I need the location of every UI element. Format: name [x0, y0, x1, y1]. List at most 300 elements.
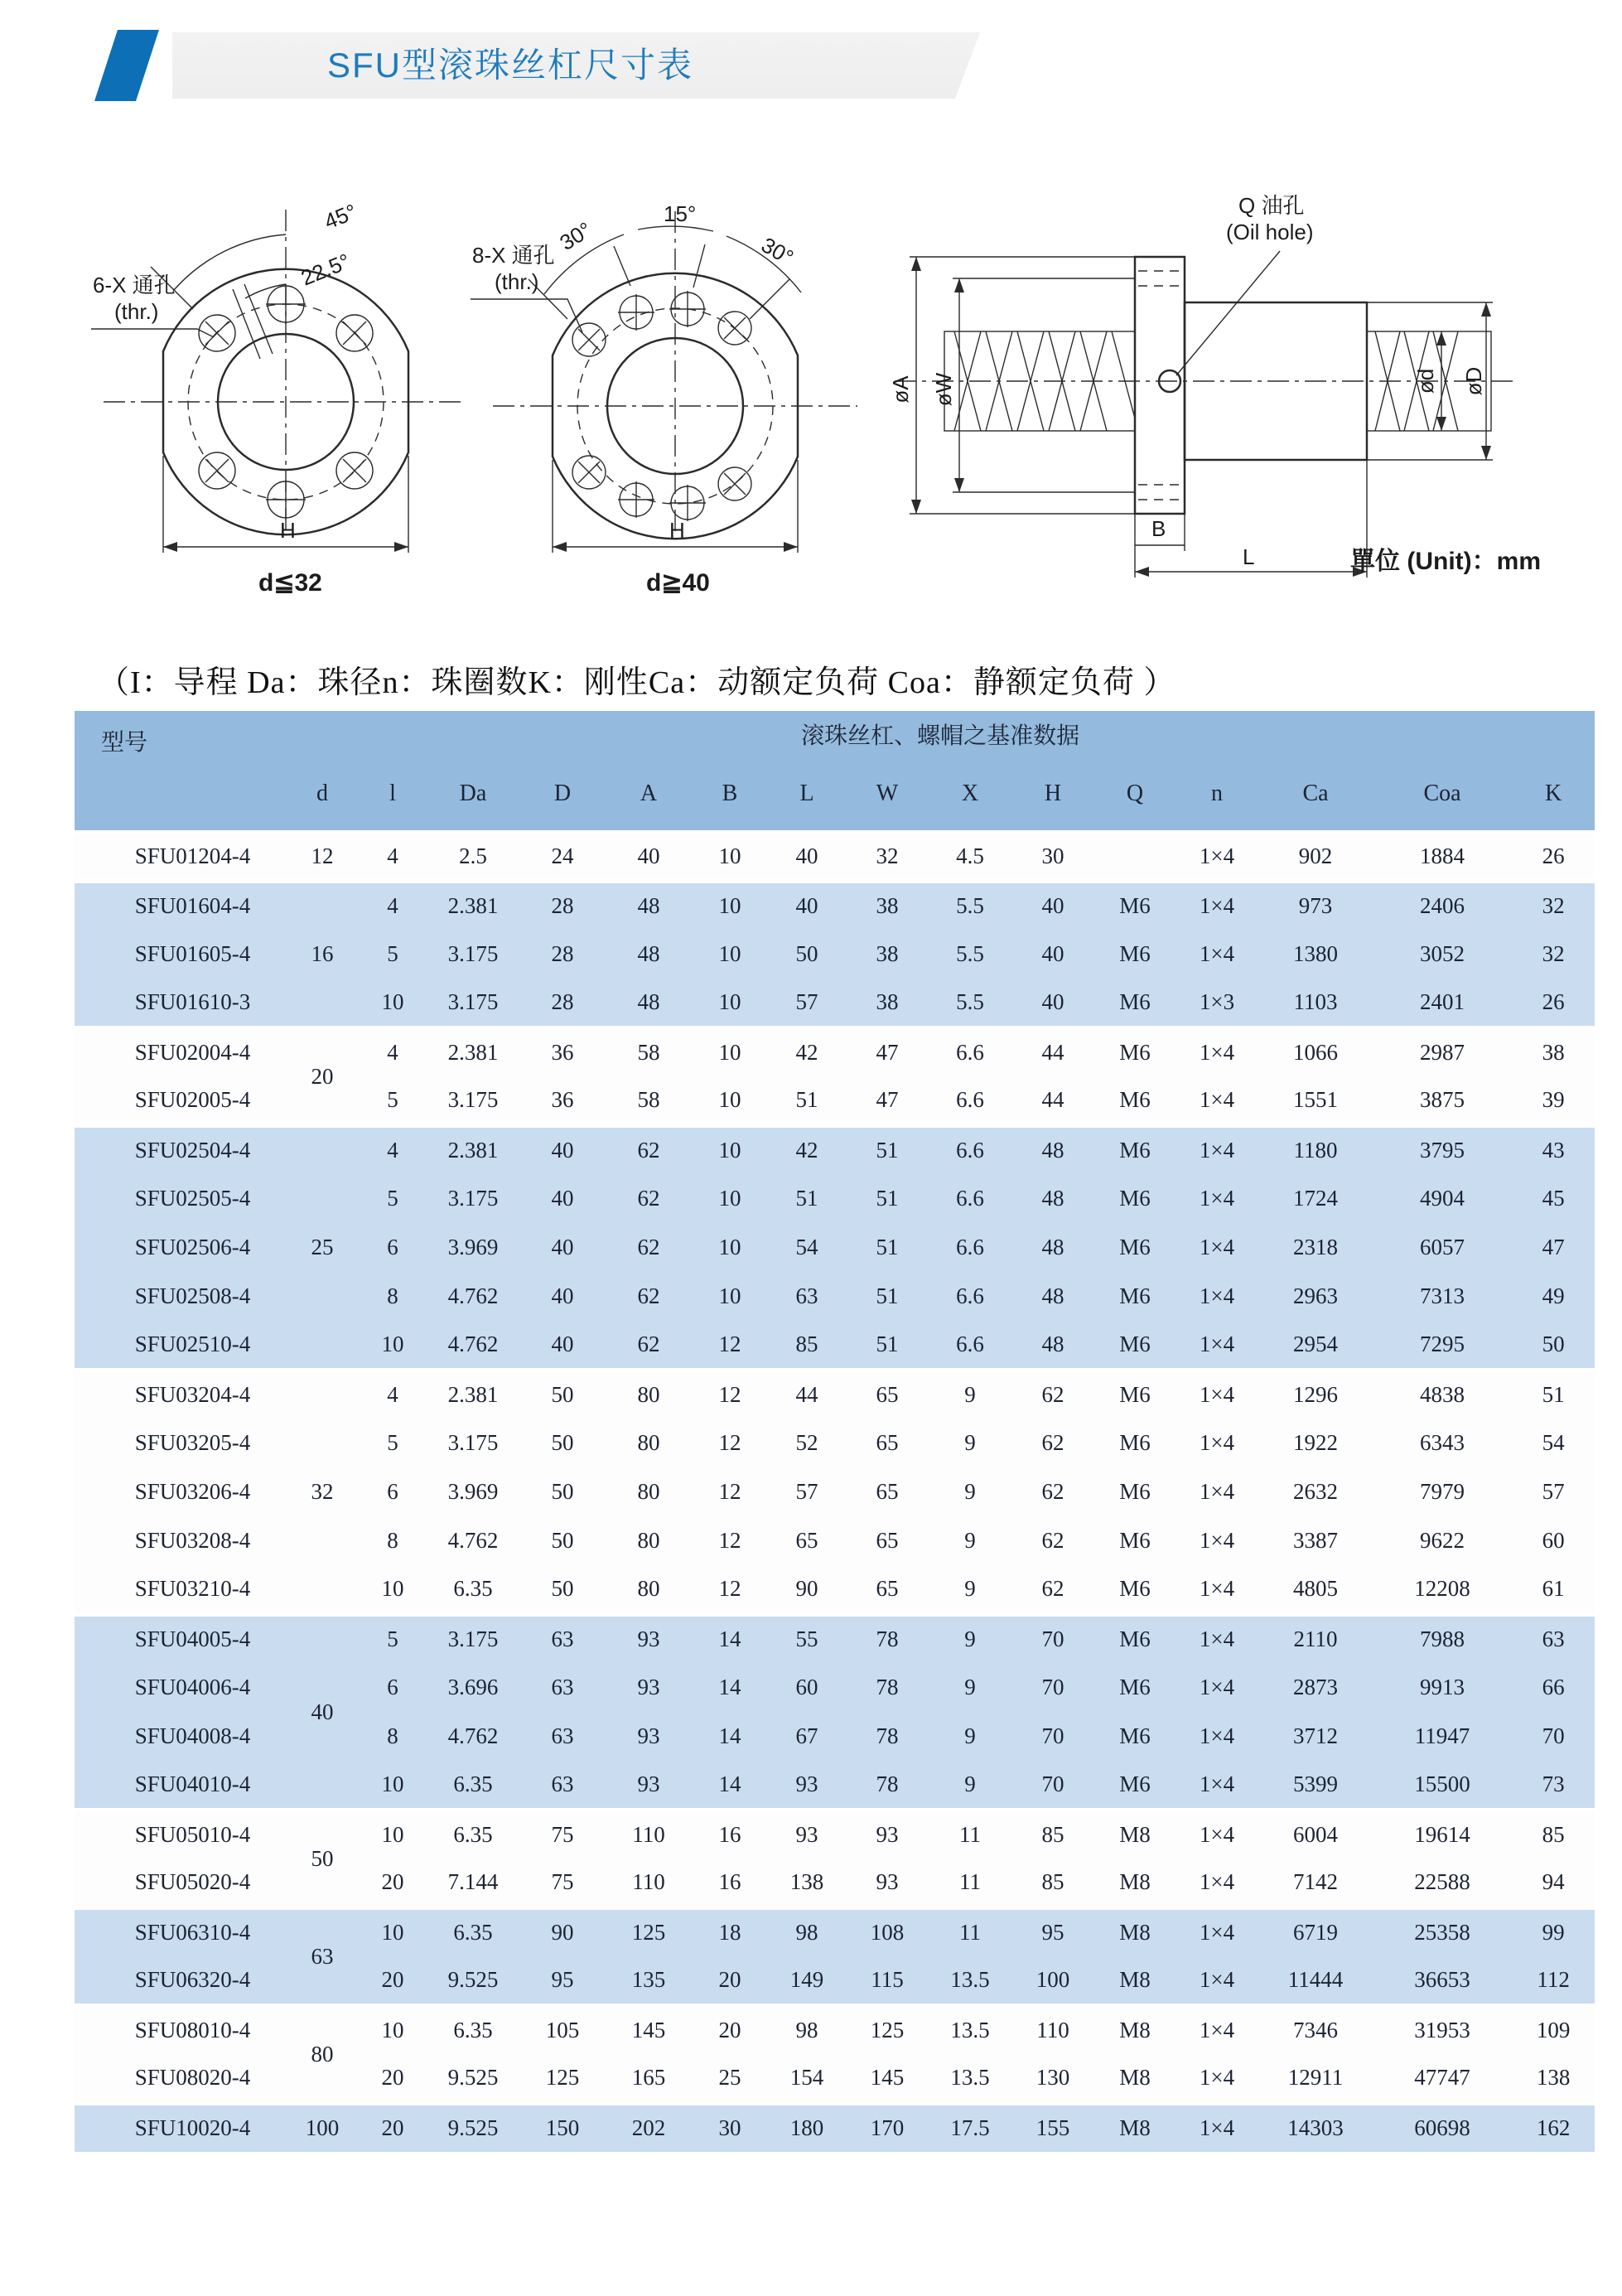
value-cell: 1×4 — [1175, 1272, 1258, 1321]
column-header-B: B — [692, 757, 768, 832]
value-cell: 9 — [929, 1419, 1011, 1467]
value-cell: 50 — [286, 1810, 359, 1907]
value-cell: 48 — [1011, 1125, 1094, 1174]
value-cell: 63 — [768, 1272, 846, 1321]
value-cell: 1×4 — [1175, 1761, 1258, 1810]
oil-hole-label: Q 油孔 — [1238, 193, 1305, 218]
value-cell: 6 — [359, 1663, 427, 1712]
value-cell: 38 — [846, 979, 929, 1027]
hole-count-label: 6-X 通孔 — [93, 273, 176, 297]
value-cell: 100 — [286, 2103, 359, 2152]
value-cell: 47 — [846, 1027, 929, 1076]
value-cell: 12 — [692, 1321, 768, 1370]
table-row — [75, 832, 1595, 881]
value-cell: 4 — [359, 832, 427, 881]
value-cell: 2.381 — [427, 1027, 519, 1076]
value-cell: 80 — [606, 1565, 692, 1614]
model-cell: SFU04005-4 — [75, 1614, 286, 1663]
value-cell: 1×4 — [1175, 1321, 1258, 1370]
legend-line: （I：导程 Da：珠径n：珠圈数K：刚性Ca：动额定负荷 Coa：静额定负荷 ） — [98, 665, 1176, 700]
value-cell: 9 — [929, 1712, 1011, 1761]
value-cell: 1×4 — [1175, 881, 1258, 930]
value-cell: 3.175 — [427, 1419, 519, 1467]
value-cell: 4.5 — [929, 832, 1011, 881]
value-cell: 40 — [519, 1174, 606, 1223]
value-cell: 93 — [768, 1761, 846, 1810]
value-cell: 6.35 — [427, 1761, 519, 1810]
value-cell: 10 — [692, 1174, 768, 1223]
page-title: SFU型滚珠丝杠尺寸表 — [327, 46, 694, 85]
model-cell: SFU08020-4 — [75, 2054, 286, 2103]
value-cell: 4 — [359, 1370, 427, 1419]
value-cell: 16 — [286, 881, 359, 1027]
value-cell: 1×4 — [1175, 1859, 1258, 1907]
value-cell: 3.175 — [427, 1614, 519, 1663]
column-header-d: d — [286, 757, 359, 832]
value-cell: 58 — [606, 1027, 692, 1076]
value-cell: 40 — [1011, 979, 1094, 1027]
value-cell: 154 — [768, 2054, 846, 2103]
value-cell: M6 — [1094, 1272, 1175, 1321]
value-cell: 8 — [359, 1712, 427, 1761]
value-cell: 3.175 — [427, 930, 519, 979]
value-cell: 36 — [519, 1027, 606, 1076]
value-cell: 125 — [846, 2005, 929, 2054]
value-cell: 4.762 — [427, 1272, 519, 1321]
value-cell: 45 — [1512, 1174, 1595, 1223]
model-cell: SFU03210-4 — [75, 1565, 286, 1614]
value-cell: 6.6 — [929, 1272, 1011, 1321]
value-cell: 11444 — [1258, 1956, 1373, 2005]
value-cell: M6 — [1094, 1712, 1175, 1761]
value-cell: 78 — [846, 1761, 929, 1810]
value-cell: 12 — [286, 832, 359, 881]
value-cell: 3.696 — [427, 1663, 519, 1712]
value-cell: 58 — [606, 1076, 692, 1125]
table-group-d40 — [75, 1614, 1595, 1810]
value-cell: 93 — [846, 1810, 929, 1859]
value-cell: 42 — [768, 1027, 846, 1076]
model-cell: SFU06320-4 — [75, 1956, 286, 2005]
value-cell: 50 — [768, 930, 846, 979]
value-cell: 54 — [1512, 1419, 1595, 1467]
value-cell: 60 — [768, 1663, 846, 1712]
value-cell: 115 — [846, 1956, 929, 2005]
model-cell: SFU02508-4 — [75, 1272, 286, 1321]
model-cell: SFU08010-4 — [75, 2005, 286, 2054]
value-cell: 5 — [359, 1419, 427, 1467]
value-cell: 10 — [692, 1272, 768, 1321]
value-cell: 51 — [1512, 1370, 1595, 1419]
value-cell: 63 — [286, 1907, 359, 2005]
value-cell: 40 — [1011, 930, 1094, 979]
value-cell: 40 — [768, 881, 846, 930]
value-cell: 62 — [1011, 1516, 1094, 1565]
value-cell: 98 — [768, 1907, 846, 1956]
model-cell: SFU03208-4 — [75, 1516, 286, 1565]
value-cell: 2406 — [1373, 881, 1512, 930]
value-cell: 62 — [606, 1223, 692, 1272]
value-cell: 80 — [606, 1516, 692, 1565]
value-cell: 7295 — [1373, 1321, 1512, 1370]
value-cell: 1884 — [1373, 832, 1512, 881]
value-cell: 51 — [846, 1125, 929, 1174]
value-cell: 48 — [1011, 1321, 1094, 1370]
value-cell: 95 — [519, 1956, 606, 2005]
value-cell: 5399 — [1258, 1761, 1373, 1810]
value-cell: 43 — [1512, 1125, 1595, 1174]
table-group-d12 — [75, 832, 1595, 881]
value-cell: 62 — [606, 1125, 692, 1174]
table-group-d80 — [75, 2005, 1595, 2103]
value-cell: 9.525 — [427, 2103, 519, 2152]
value-cell: 6.6 — [929, 1027, 1011, 1076]
value-cell: 202 — [606, 2103, 692, 2152]
column-header-W: W — [846, 757, 929, 832]
value-cell: 150 — [519, 2103, 606, 2152]
value-cell: 57 — [768, 1467, 846, 1516]
value-cell: 3712 — [1258, 1712, 1373, 1761]
model-cell: SFU03204-4 — [75, 1370, 286, 1419]
column-header-Ca: Ca — [1258, 757, 1373, 832]
value-cell: M6 — [1094, 979, 1175, 1027]
value-cell: 14 — [692, 1663, 768, 1712]
model-cell: SFU05010-4 — [75, 1810, 286, 1859]
value-cell: 38 — [846, 881, 929, 930]
model-cell: SFU01204-4 — [75, 832, 286, 881]
value-cell: 70 — [1011, 1614, 1094, 1663]
value-cell: 7979 — [1373, 1467, 1512, 1516]
table-group-d16 — [75, 881, 1595, 1027]
column-header-X: X — [929, 757, 1011, 832]
value-cell: 28 — [519, 881, 606, 930]
model-cell: SFU02506-4 — [75, 1223, 286, 1272]
value-cell: 11947 — [1373, 1712, 1512, 1761]
value-cell: 2954 — [1258, 1321, 1373, 1370]
value-cell: 14 — [692, 1761, 768, 1810]
value-cell: 62 — [1011, 1467, 1094, 1516]
value-cell: 80 — [606, 1370, 692, 1419]
angle-label: 30° — [555, 216, 596, 256]
value-cell: 2.381 — [427, 1125, 519, 1174]
value-cell: M6 — [1094, 1761, 1175, 1810]
value-cell: 5 — [359, 930, 427, 979]
value-cell: 6.35 — [427, 2005, 519, 2054]
value-cell: 162 — [1512, 2103, 1595, 2152]
model-cell: SFU02004-4 — [75, 1027, 286, 1076]
value-cell: 13.5 — [929, 2054, 1011, 2103]
value-cell: 110 — [606, 1859, 692, 1907]
value-cell: 149 — [768, 1956, 846, 2005]
value-cell: 5 — [359, 1174, 427, 1223]
value-cell: 7313 — [1373, 1272, 1512, 1321]
value-cell: 902 — [1258, 832, 1373, 881]
value-cell: 90 — [768, 1565, 846, 1614]
value-cell: 1×4 — [1175, 1663, 1258, 1712]
value-cell: 1×4 — [1175, 1076, 1258, 1125]
value-cell: 4.762 — [427, 1321, 519, 1370]
value-cell: 3.969 — [427, 1223, 519, 1272]
dim-dbig-label: øD — [1461, 366, 1486, 396]
value-cell: 10 — [359, 1565, 427, 1614]
value-cell: 10 — [359, 2005, 427, 2054]
value-cell: M6 — [1094, 1027, 1175, 1076]
value-cell: 4 — [359, 881, 427, 930]
value-cell: 8 — [359, 1516, 427, 1565]
value-cell: 3.175 — [427, 1076, 519, 1125]
value-cell: 165 — [606, 2054, 692, 2103]
value-cell: 99 — [1512, 1907, 1595, 1956]
value-cell: 8 — [359, 1272, 427, 1321]
value-cell: 10 — [359, 1761, 427, 1810]
dim-d-label: ød — [1413, 368, 1438, 394]
value-cell: 1×4 — [1175, 1223, 1258, 1272]
value-cell: 138 — [1512, 2054, 1595, 2103]
model-cell: SFU03205-4 — [75, 1419, 286, 1467]
value-cell: 112 — [1512, 1956, 1595, 2005]
value-cell: 36653 — [1373, 1956, 1512, 2005]
model-cell: SFU01610-3 — [75, 979, 286, 1027]
value-cell: 1×4 — [1175, 1516, 1258, 1565]
value-cell: 40 — [1011, 881, 1094, 930]
value-cell: 10 — [359, 1810, 427, 1859]
value-cell: 30 — [692, 2103, 768, 2152]
value-cell: 1×4 — [1175, 2005, 1258, 2054]
value-cell: 6.35 — [427, 1907, 519, 1956]
value-cell: 42 — [768, 1125, 846, 1174]
value-cell: 25 — [286, 1125, 359, 1370]
value-cell: 50 — [519, 1419, 606, 1467]
value-cell: 63 — [519, 1614, 606, 1663]
value-cell: 44 — [1011, 1027, 1094, 1076]
value-cell: 51 — [768, 1174, 846, 1223]
value-cell: 9 — [929, 1663, 1011, 1712]
table-group-d100 — [75, 2103, 1595, 2152]
value-cell: 51 — [846, 1321, 929, 1370]
value-cell: 135 — [606, 1956, 692, 2005]
model-cell: SFU02510-4 — [75, 1321, 286, 1370]
value-cell: 90 — [519, 1907, 606, 1956]
value-cell: 12 — [692, 1370, 768, 1419]
value-cell: 93 — [768, 1810, 846, 1859]
value-cell: 98 — [768, 2005, 846, 2054]
value-cell: 65 — [846, 1565, 929, 1614]
value-cell: 5.5 — [929, 930, 1011, 979]
value-cell: 1×4 — [1175, 1467, 1258, 1516]
value-cell: 125 — [519, 2054, 606, 2103]
value-cell: 40 — [519, 1125, 606, 1174]
value-cell: 3387 — [1258, 1516, 1373, 1565]
value-cell: 57 — [1512, 1467, 1595, 1516]
value-cell: M6 — [1094, 1223, 1175, 1272]
value-cell: M6 — [1094, 1174, 1175, 1223]
value-cell: M6 — [1094, 1125, 1175, 1174]
value-cell: 60 — [1512, 1516, 1595, 1565]
value-cell: M8 — [1094, 1907, 1175, 1956]
value-cell: 6.35 — [427, 1565, 519, 1614]
value-cell: 50 — [1512, 1321, 1595, 1370]
value-cell: 10 — [359, 1907, 427, 1956]
value-cell: 125 — [606, 1907, 692, 1956]
value-cell: 9 — [929, 1614, 1011, 1663]
column-header-l: l — [359, 757, 427, 832]
value-cell: 65 — [846, 1370, 929, 1419]
value-cell: 1×4 — [1175, 1614, 1258, 1663]
value-cell: 65 — [768, 1516, 846, 1565]
value-cell: 10 — [692, 1027, 768, 1076]
value-cell: 7346 — [1258, 2005, 1373, 2054]
value-cell: 50 — [519, 1516, 606, 1565]
model-cell: SFU04006-4 — [75, 1663, 286, 1712]
value-cell: 38 — [846, 930, 929, 979]
value-cell: 5 — [359, 1076, 427, 1125]
value-cell: 100 — [1011, 1956, 1094, 2005]
value-cell: 9913 — [1373, 1663, 1512, 1712]
value-cell: 4904 — [1373, 1174, 1512, 1223]
value-cell: 9 — [929, 1467, 1011, 1516]
model-cell: SFU04010-4 — [75, 1761, 286, 1810]
value-cell: 973 — [1258, 881, 1373, 930]
dim-h-label: H — [669, 518, 685, 543]
value-cell: 14303 — [1258, 2103, 1373, 2152]
column-letters-row — [75, 757, 1595, 832]
value-cell: 110 — [1011, 2005, 1094, 2054]
value-cell: 105 — [519, 2005, 606, 2054]
value-cell: 6.6 — [929, 1223, 1011, 1272]
table-row — [75, 1125, 1595, 1174]
value-cell: 12 — [692, 1516, 768, 1565]
value-cell: 70 — [1011, 1663, 1094, 1712]
table-row — [75, 881, 1595, 930]
column-header-K: K — [1512, 757, 1595, 832]
value-cell: 94 — [1512, 1859, 1595, 1907]
value-cell: 50 — [519, 1467, 606, 1516]
value-cell: 1×4 — [1175, 2103, 1258, 2152]
table-row — [75, 2005, 1595, 2054]
diagram-caption: d≦32 — [258, 569, 322, 597]
value-cell: 62 — [606, 1321, 692, 1370]
value-cell: 80 — [606, 1419, 692, 1467]
value-cell: 93 — [606, 1712, 692, 1761]
table-header — [75, 711, 1595, 832]
value-cell: M6 — [1094, 1565, 1175, 1614]
value-cell: 25358 — [1373, 1907, 1512, 1956]
header-model: 型号 — [75, 711, 286, 832]
value-cell: 48 — [1011, 1174, 1094, 1223]
value-cell: 1×4 — [1175, 1027, 1258, 1076]
value-cell: 10 — [692, 1076, 768, 1125]
value-cell: 16 — [692, 1810, 768, 1859]
value-cell: 2963 — [1258, 1272, 1373, 1321]
value-cell: 48 — [606, 881, 692, 930]
value-cell: 6 — [359, 1467, 427, 1516]
value-cell: 65 — [846, 1516, 929, 1565]
value-cell: 1×4 — [1175, 1419, 1258, 1467]
value-cell: 5.5 — [929, 881, 1011, 930]
value-cell: 50 — [519, 1565, 606, 1614]
value-cell: 11 — [929, 1810, 1011, 1859]
dim-b-label: B — [1151, 516, 1166, 541]
value-cell: 20 — [359, 2054, 427, 2103]
value-cell: 9622 — [1373, 1516, 1512, 1565]
table-row — [75, 2103, 1595, 2152]
value-cell: 9.525 — [427, 1956, 519, 2005]
value-cell: M6 — [1094, 1419, 1175, 1467]
value-cell: 67 — [768, 1712, 846, 1761]
value-cell: 70 — [1512, 1712, 1595, 1761]
value-cell: 32 — [1512, 930, 1595, 979]
value-cell: 145 — [846, 2054, 929, 2103]
value-cell: 108 — [846, 1907, 929, 1956]
value-cell: 1922 — [1258, 1419, 1373, 1467]
value-cell: M8 — [1094, 1956, 1175, 2005]
value-cell: 6.6 — [929, 1076, 1011, 1125]
value-cell: 14 — [692, 1712, 768, 1761]
value-cell: 80 — [606, 1467, 692, 1516]
table-row — [75, 1370, 1595, 1419]
value-cell: 49 — [1512, 1272, 1595, 1321]
column-header-H: H — [1011, 757, 1094, 832]
value-cell: 1380 — [1258, 930, 1373, 979]
value-cell: 10 — [692, 832, 768, 881]
value-cell: 52 — [768, 1419, 846, 1467]
value-cell: 9 — [929, 1370, 1011, 1419]
value-cell: 20 — [359, 2103, 427, 2152]
value-cell: 1×3 — [1175, 979, 1258, 1027]
value-cell: 6.6 — [929, 1321, 1011, 1370]
dim-h-label: H — [280, 518, 296, 543]
value-cell: 78 — [846, 1712, 929, 1761]
value-cell: 5.5 — [929, 979, 1011, 1027]
value-cell: 4.762 — [427, 1516, 519, 1565]
value-cell: M6 — [1094, 1663, 1175, 1712]
value-cell: 36 — [519, 1076, 606, 1125]
value-cell: 10 — [692, 930, 768, 979]
value-cell: 85 — [768, 1321, 846, 1370]
value-cell: 16 — [692, 1859, 768, 1907]
value-cell: M8 — [1094, 2103, 1175, 2152]
value-cell: 47747 — [1373, 2054, 1512, 2103]
value-cell: 62 — [1011, 1419, 1094, 1467]
value-cell: 24 — [519, 832, 606, 881]
value-cell: 66 — [1512, 1663, 1595, 1712]
value-cell: 62 — [1011, 1370, 1094, 1419]
value-cell: 93 — [846, 1859, 929, 1907]
value-cell: 30 — [1011, 832, 1094, 881]
value-cell: 18 — [692, 1907, 768, 1956]
table-row — [75, 1027, 1595, 1076]
value-cell: 85 — [1011, 1810, 1094, 1859]
value-cell: 3875 — [1373, 1076, 1512, 1125]
value-cell: 10 — [692, 979, 768, 1027]
value-cell: 31953 — [1373, 2005, 1512, 2054]
value-cell: 78 — [846, 1663, 929, 1712]
dim-w-label: øW — [931, 372, 956, 407]
value-cell: 2.5 — [427, 832, 519, 881]
value-cell: 54 — [768, 1223, 846, 1272]
table-row — [75, 1614, 1595, 1663]
table-group-d25 — [75, 1125, 1595, 1370]
value-cell: M6 — [1094, 930, 1175, 979]
model-cell: SFU02505-4 — [75, 1174, 286, 1223]
value-cell: 1×4 — [1175, 1810, 1258, 1859]
model-cell: SFU01605-4 — [75, 930, 286, 979]
model-cell: SFU01604-4 — [75, 881, 286, 930]
value-cell: 7142 — [1258, 1859, 1373, 1907]
value-cell: M6 — [1094, 1467, 1175, 1516]
value-cell: M8 — [1094, 1859, 1175, 1907]
value-cell: 50 — [519, 1370, 606, 1419]
